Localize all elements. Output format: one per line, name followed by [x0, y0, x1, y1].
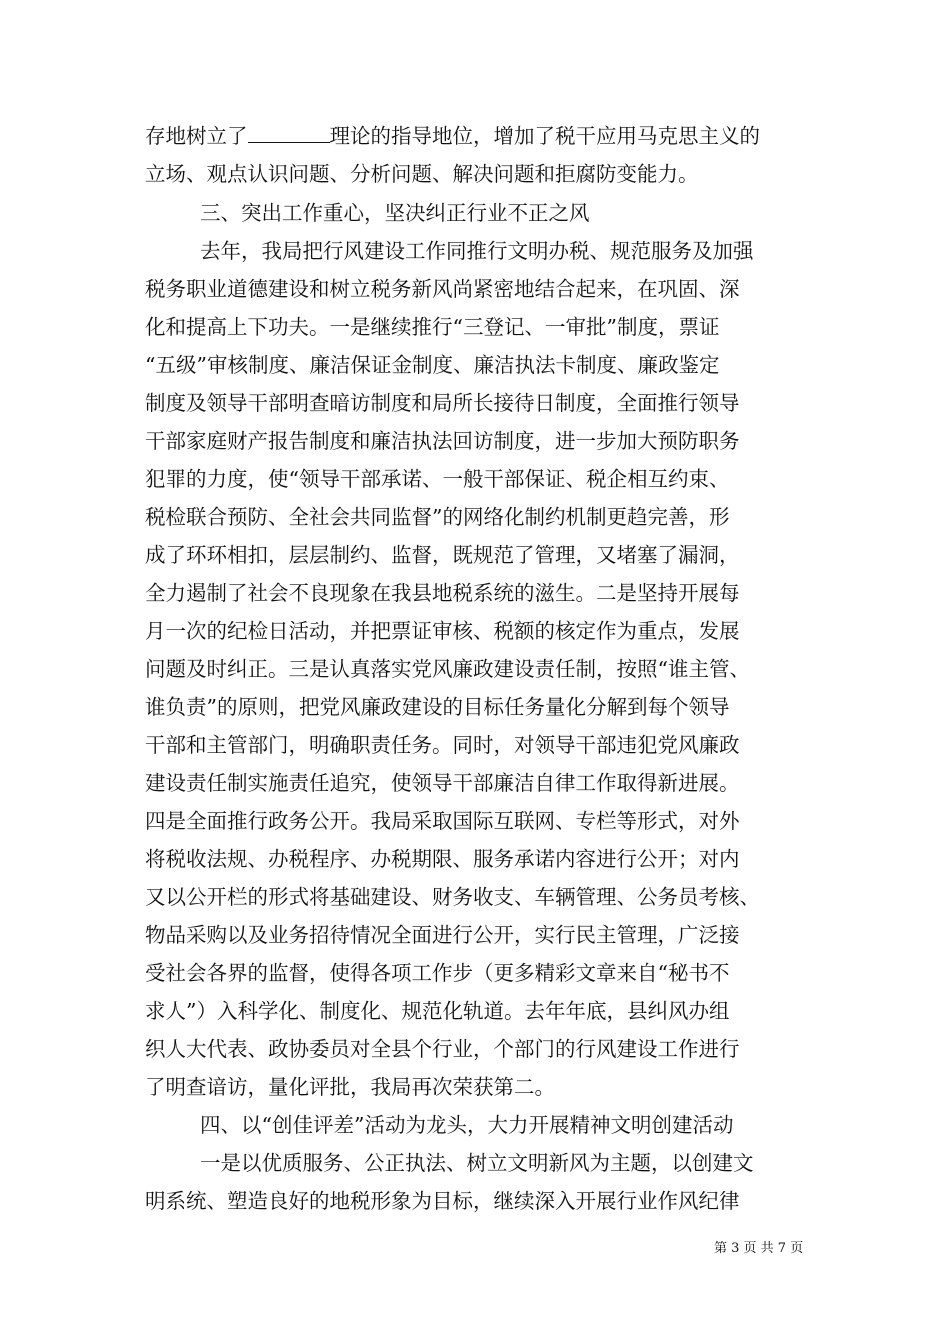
fill-in-blank — [248, 124, 330, 143]
paragraph-line: 一是以优质服务、公正执法、树立文明新风为主题，以创建文 — [200, 1151, 754, 1175]
paragraph-line: 四是全面推行政务公开。我局采取国际互联网、专栏等形式，对外 — [145, 809, 740, 833]
paragraph-line: 了明查谙访，量化评批，我局再次荣获第二。 — [145, 1075, 555, 1099]
paragraph-line: 月一次的纪检日活动，并把票证审核、税额的核定作为重点，发展 — [145, 619, 740, 643]
paragraph-line: 物品采购以及业务招待情况全面进行公开，实行民主管理，广泛接 — [145, 923, 740, 947]
paragraph-line: 问题及时纠正。三是认真落实党风廉政建设责任制，按照“谁主管、 — [145, 657, 750, 681]
paragraph-line: 干部家庭财产报告制度和廉洁执法回访制度，进一步加大预防职务 — [145, 429, 740, 453]
paragraph-line: 税务职业道德建设和树立税务新风尚紧密地结合起来，在巩固、深 — [145, 277, 740, 301]
paragraph-line: 谁负责”的原则，把党风廉政建设的目标任务量化分解到每个领导 — [145, 695, 730, 719]
section-heading: 四、以“创佳评差”活动为龙头，大力开展精神文明创建活动 — [200, 1113, 734, 1137]
paragraph-line: 明系统、塑造良好的地税形象为目标，继续深入开展行业作风纪律 — [145, 1189, 740, 1213]
paragraph-line: 立场、观点认识问题、分析问题、解决问题和拒腐防变能力。 — [145, 162, 699, 186]
paragraph-line: 受社会各界的监督，使得各项工作步（更多精彩文章来自“秘书不 — [145, 961, 730, 985]
page-number: 第 3 页 共 7 页 — [714, 1241, 804, 1256]
paragraph-line: 成了环环相扣，层层制约、监督，既规范了管理，又堵塞了漏洞， — [145, 543, 740, 567]
paragraph-line: “五级”审核制度、廉洁保证金制度、廉洁执法卡制度、廉政鉴定 — [145, 353, 720, 377]
paragraph-line: 化和提高上下功夫。一是继续推行“三登记、一审批”制度，票证 — [145, 315, 720, 339]
text-segment: 存地树立了 — [145, 124, 248, 148]
paragraph-line: 去年，我局把行风建设工作同推行文明办税、规范服务及加强 — [200, 239, 754, 263]
paragraph-line: 犯罪的力度，使“领导干部承诺、一般干部保证、税企相互约束、 — [145, 467, 730, 491]
text-segment: 理论的指导地位，增加了税干应用马克思主义的 — [329, 124, 760, 148]
section-heading: 三、突出工作重心，坚决纠正行业不正之风 — [200, 201, 590, 225]
paragraph-line: 干部和主管部门，明确职责任务。同时，对领导干部违犯党风廉政 — [145, 733, 740, 757]
paragraph-line: 税检联合预防、全社会共同监督”的网络化制约机制更趋完善，形 — [145, 505, 730, 529]
paragraph-line: 求人”）入科学化、制度化、规范化轨道。去年年底，县纠风办组 — [145, 999, 730, 1023]
paragraph-line — [145, 122, 760, 150]
paragraph-line: 将税收法规、办税程序、办税期限、服务承诺内容进行公开；对内 — [145, 847, 740, 871]
paragraph-line: 建设责任制实施责任追究，使领导干部廉洁自律工作取得新进展。 — [145, 771, 740, 795]
paragraph-line: 织人大代表、政协委员对全县个行业，个部门的行风建设工作进行 — [145, 1037, 740, 1061]
paragraph-line: 全力遏制了社会不良现象在我县地税系统的滋生。二是坚持开展每 — [145, 581, 740, 605]
paragraph-line: 制度及领导干部明查暗访制度和局所长接待日制度，全面推行领导 — [145, 391, 740, 415]
paragraph-line: 又以公开栏的形式将基础建设、财务收支、车辆管理、公务员考核、 — [145, 885, 760, 909]
